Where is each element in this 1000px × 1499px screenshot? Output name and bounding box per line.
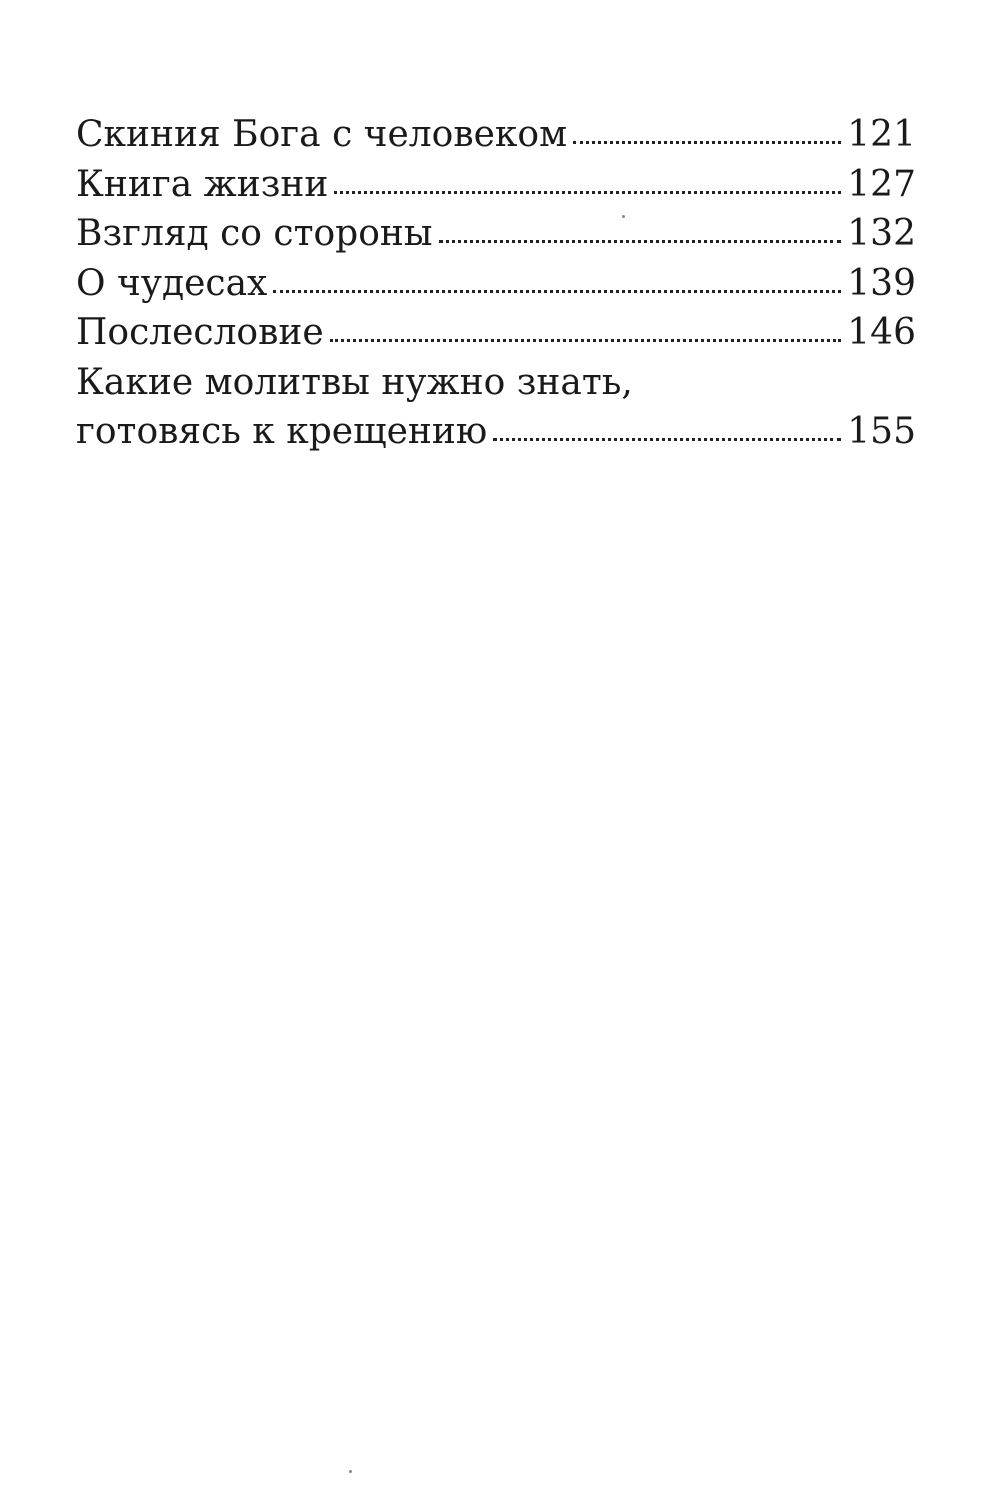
toc-entry xyxy=(76,209,916,259)
table-of-contents xyxy=(76,110,916,457)
toc-entry-title: Книга жизни xyxy=(76,163,329,205)
dot-leader xyxy=(573,141,841,144)
toc-entry-page: 121 xyxy=(847,114,916,155)
toc-entry-title-line: Какие молитвы нужно знать, xyxy=(76,361,633,403)
toc-entry-page: 127 xyxy=(847,163,916,205)
toc-entry-title: О чудесах xyxy=(76,262,268,304)
toc-entry-page: 139 xyxy=(847,262,916,304)
toc-entry-title: Взгляд со стороны xyxy=(76,213,433,254)
toc-entry-last-line xyxy=(76,407,916,457)
toc-entry xyxy=(76,110,916,160)
dot-leader xyxy=(330,339,842,342)
paper-speck xyxy=(349,1470,352,1473)
toc-entry xyxy=(76,160,916,210)
toc-entry xyxy=(76,358,916,457)
toc-entry xyxy=(76,308,916,358)
toc-entry-page: 146 xyxy=(847,312,916,353)
paper-speck xyxy=(622,215,625,218)
toc-entry xyxy=(76,259,916,309)
dot-leader xyxy=(273,290,841,293)
dot-leader xyxy=(334,191,841,194)
toc-entry-title: Послесловие xyxy=(76,312,324,353)
toc-entry-page: 132 xyxy=(847,213,916,254)
dot-leader xyxy=(493,438,841,441)
dot-leader xyxy=(439,240,842,243)
toc-entry-page: 155 xyxy=(847,411,916,452)
toc-entry-title-line: готовясь к крещению xyxy=(76,411,488,452)
toc-entry-title: Скиния Бога с человеком xyxy=(76,114,568,155)
